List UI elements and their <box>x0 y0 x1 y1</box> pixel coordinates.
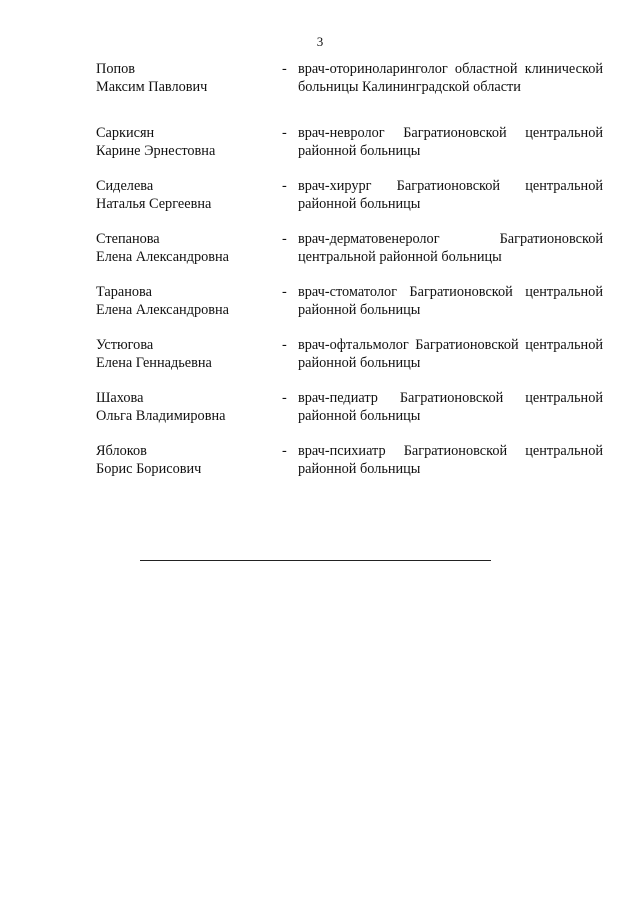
dash-separator: - <box>282 125 287 141</box>
given-name: Елена Геннадьевна <box>96 355 212 371</box>
position-description: врач-стоматолог Багратионовской центральной районной больницы <box>298 284 603 318</box>
position-description: врач-офтальмолог Багратионовской центральной районной больницы <box>298 337 603 371</box>
dash-separator: - <box>282 443 287 459</box>
surname: Шахова <box>96 390 144 406</box>
list-item <box>96 283 606 319</box>
person-name <box>96 124 282 160</box>
person-name <box>96 442 282 478</box>
position-description: врач-хирург Багратионовской центральной районной больницы <box>298 178 603 212</box>
person-name <box>96 336 282 372</box>
list-item <box>96 442 606 478</box>
surname: Попов <box>96 61 136 77</box>
person-name <box>96 389 282 425</box>
dash-separator: - <box>282 61 287 77</box>
staff-list <box>96 60 606 495</box>
position-description: врач-оториноларинголог областной клинической больницы Калининградской области <box>298 61 603 95</box>
list-item <box>96 230 606 266</box>
list-item <box>96 336 606 372</box>
list-item <box>96 177 606 213</box>
given-name: Карине Эрнестовна <box>96 143 216 159</box>
page-number: 3 <box>316 34 324 49</box>
given-name: Елена Александровна <box>96 302 230 318</box>
position-description: врач-педиатр Багратионовской центральной районной больницы <box>298 390 603 424</box>
person-name <box>96 60 282 96</box>
list-item <box>96 124 606 160</box>
position-description: врач-невролог Багратионовской центральной районной больницы <box>298 125 603 159</box>
dash-separator: - <box>282 390 287 406</box>
person-name <box>96 177 282 213</box>
person-name <box>96 283 282 319</box>
surname: Таранова <box>96 284 152 300</box>
surname: Устюгова <box>96 337 154 353</box>
dash-separator: - <box>282 231 287 247</box>
list-item <box>96 389 606 425</box>
dash-separator: - <box>282 178 287 194</box>
surname: Сиделева <box>96 178 154 194</box>
dash-separator: - <box>282 284 287 300</box>
given-name: Ольга Владимировна <box>96 408 226 424</box>
surname: Степанова <box>96 231 160 247</box>
given-name: Максим Павлович <box>96 79 208 95</box>
given-name: Наталья Сергеевна <box>96 196 212 212</box>
surname: Яблоков <box>96 443 147 459</box>
person-name <box>96 230 282 266</box>
given-name: Борис Борисович <box>96 461 202 477</box>
dash-separator: - <box>282 337 287 353</box>
list-item <box>96 60 606 96</box>
surname: Саркисян <box>96 125 155 141</box>
position-description: врач-психиатр Багратионовской центральной районной больницы <box>298 443 603 477</box>
position-description: врач-дерматовенеролог Багратионовской центральной районной больницы <box>298 231 603 265</box>
given-name: Елена Александровна <box>96 249 230 265</box>
closing-rule-line <box>140 560 491 561</box>
